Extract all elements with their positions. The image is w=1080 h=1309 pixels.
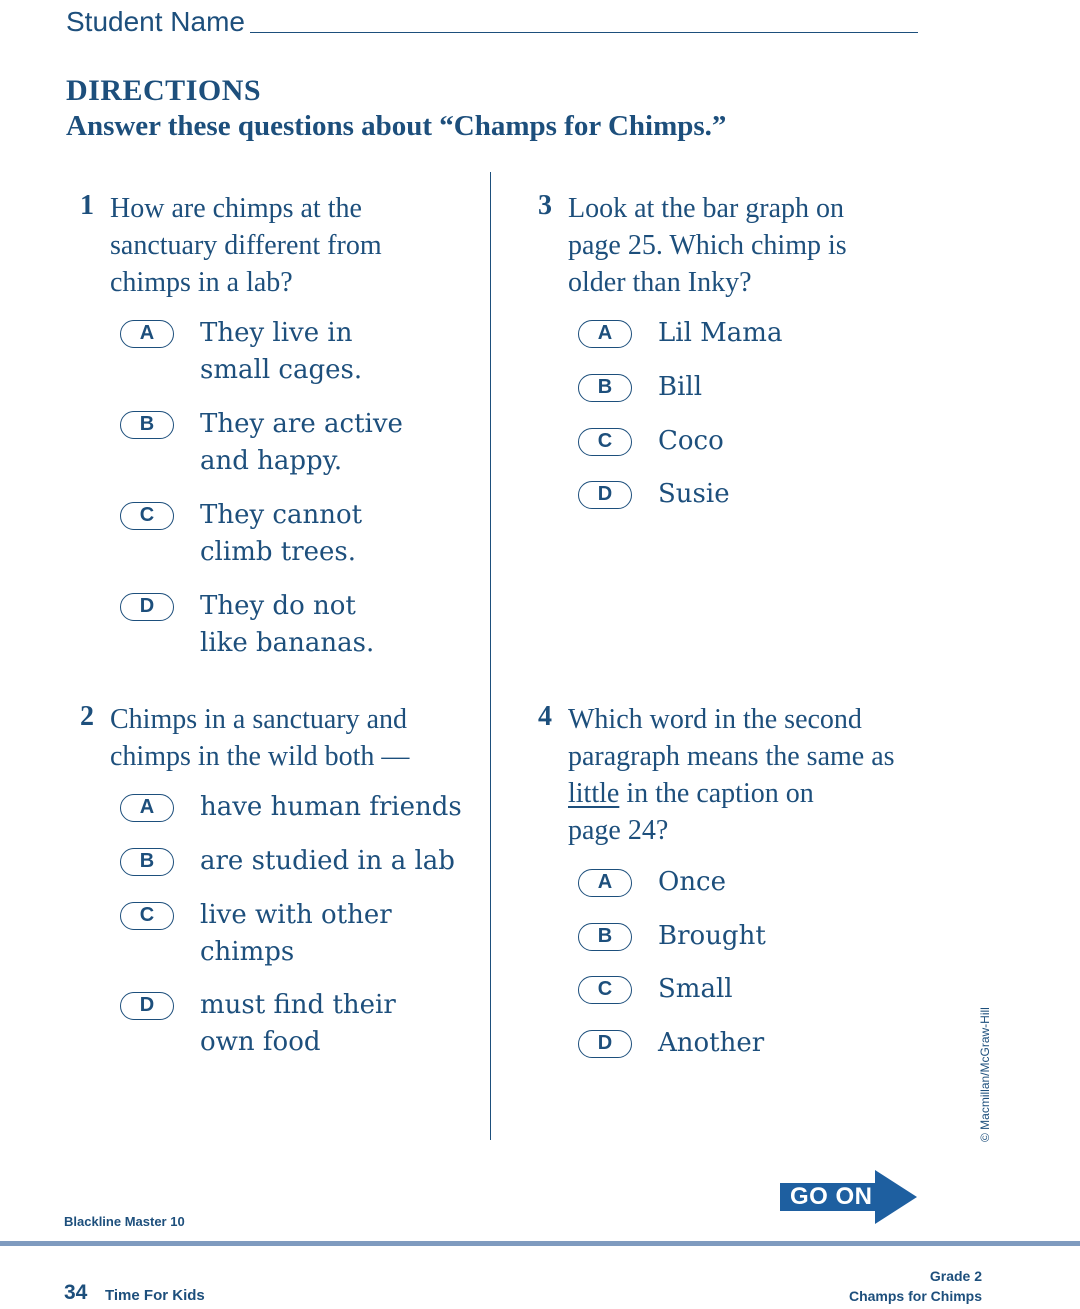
answer-bubble-c[interactable]: C bbox=[120, 502, 174, 530]
option-text-line: are studied in a lab bbox=[200, 846, 455, 876]
question-number: 2 bbox=[80, 701, 94, 732]
question-text-line: page 25. Which chimp is bbox=[568, 230, 847, 261]
option-text bbox=[200, 897, 500, 971]
question-text-line: older than Inky? bbox=[568, 267, 752, 298]
option-text-line: Once bbox=[658, 867, 727, 897]
page-number: 34 bbox=[64, 1281, 88, 1304]
student-name-line[interactable] bbox=[250, 32, 918, 33]
option-text-line: They are active bbox=[200, 409, 403, 439]
option-text-line: Susie bbox=[658, 479, 730, 509]
question-text-line: Chimps in a sanctuary and bbox=[110, 704, 408, 735]
question-text-line: How are chimps at the bbox=[110, 193, 362, 224]
answer-bubble-d[interactable]: D bbox=[578, 481, 632, 509]
option-text bbox=[200, 588, 500, 662]
option-text-line: climb trees. bbox=[200, 537, 357, 567]
option-text-line: like bananas. bbox=[200, 628, 375, 658]
answer-bubble-b[interactable]: B bbox=[120, 411, 174, 439]
option-text-line: Brought bbox=[658, 921, 766, 951]
option-text-line: They live in bbox=[200, 318, 353, 348]
copyright-notice: © Macmillan/McGraw-Hill bbox=[978, 1007, 992, 1142]
question-text-line: chimps in a lab? bbox=[110, 267, 293, 298]
option-text-line: Small bbox=[658, 974, 733, 1004]
blackline-master-label: Blackline Master 10 bbox=[64, 1214, 185, 1229]
question-text-line bbox=[568, 775, 928, 812]
question-number: 3 bbox=[538, 190, 552, 221]
option-text bbox=[200, 843, 500, 880]
question-text-line: chimps in the wild both — bbox=[110, 741, 410, 772]
option-text-line: Coco bbox=[658, 426, 724, 456]
answer-bubble-c[interactable]: C bbox=[578, 976, 632, 1004]
option-text bbox=[200, 987, 500, 1061]
option-text-line: Another bbox=[658, 1028, 765, 1058]
option-text bbox=[200, 497, 500, 571]
question-text bbox=[110, 190, 470, 301]
question-text-fragment: in the caption on bbox=[619, 778, 814, 809]
question-number: 4 bbox=[538, 701, 552, 732]
option-text-line: small cages. bbox=[200, 355, 363, 385]
question-text bbox=[110, 701, 470, 775]
option-text bbox=[658, 918, 958, 955]
question-text-line: page 24? bbox=[568, 815, 669, 846]
option-text bbox=[658, 423, 958, 460]
underlined-word: little bbox=[568, 778, 620, 809]
answer-bubble-b[interactable]: B bbox=[578, 374, 632, 402]
question-number: 1 bbox=[80, 190, 94, 221]
answer-bubble-a[interactable]: A bbox=[578, 320, 632, 348]
answer-bubble-a[interactable]: A bbox=[578, 869, 632, 897]
go-on-arrow bbox=[780, 1170, 920, 1224]
option-text-line: They cannot bbox=[200, 500, 363, 530]
option-text-line: have human friends bbox=[200, 792, 462, 822]
directions-text: Answer these questions about “Champs for Chimps.” bbox=[66, 110, 727, 142]
option-text-line: live with other bbox=[200, 900, 392, 930]
option-text bbox=[658, 369, 958, 406]
option-text-line: own food bbox=[200, 1027, 321, 1057]
directions-title: DIRECTIONS bbox=[66, 74, 262, 107]
answer-bubble-c[interactable]: C bbox=[578, 428, 632, 456]
option-text bbox=[658, 1025, 958, 1062]
question-text-line: Which word in the second bbox=[568, 704, 862, 735]
option-text-line: and happy. bbox=[200, 446, 343, 476]
question-text-line: Look at the bar graph on bbox=[568, 193, 845, 224]
answer-bubble-a[interactable]: A bbox=[120, 794, 174, 822]
option-text-line: Bill bbox=[658, 372, 703, 402]
option-text-line: Lil Mama bbox=[658, 318, 783, 348]
question-text bbox=[568, 701, 928, 849]
answer-bubble-d[interactable]: D bbox=[120, 593, 174, 621]
go-on-label: GO ON bbox=[790, 1183, 873, 1210]
story-title: Champs for Chimps bbox=[848, 1288, 982, 1304]
question-text bbox=[568, 190, 928, 301]
answer-bubble-c[interactable]: C bbox=[120, 902, 174, 930]
answer-bubble-b[interactable]: B bbox=[578, 923, 632, 951]
option-text bbox=[658, 864, 958, 901]
option-text bbox=[658, 315, 958, 352]
answer-bubble-d[interactable]: D bbox=[578, 1030, 632, 1058]
answer-bubble-d[interactable]: D bbox=[120, 992, 174, 1020]
option-text-line: They do not bbox=[200, 591, 356, 621]
option-text bbox=[200, 789, 500, 826]
option-text-line: chimps bbox=[200, 937, 295, 967]
question-text-line: paragraph means the same as bbox=[568, 741, 895, 772]
option-text bbox=[200, 406, 500, 480]
publication-name: Time For Kids bbox=[105, 1287, 205, 1304]
answer-bubble-a[interactable]: A bbox=[120, 320, 174, 348]
footer-divider bbox=[0, 1241, 1080, 1246]
student-name-label: Student Name bbox=[66, 6, 245, 37]
option-text-line: must find their bbox=[200, 990, 396, 1020]
question-text-line: sanctuary different from bbox=[110, 230, 382, 261]
option-text bbox=[658, 476, 958, 513]
option-text bbox=[200, 315, 500, 389]
option-text bbox=[658, 971, 958, 1008]
grade-label: Grade 2 bbox=[929, 1268, 982, 1284]
answer-bubble-b[interactable]: B bbox=[120, 848, 174, 876]
